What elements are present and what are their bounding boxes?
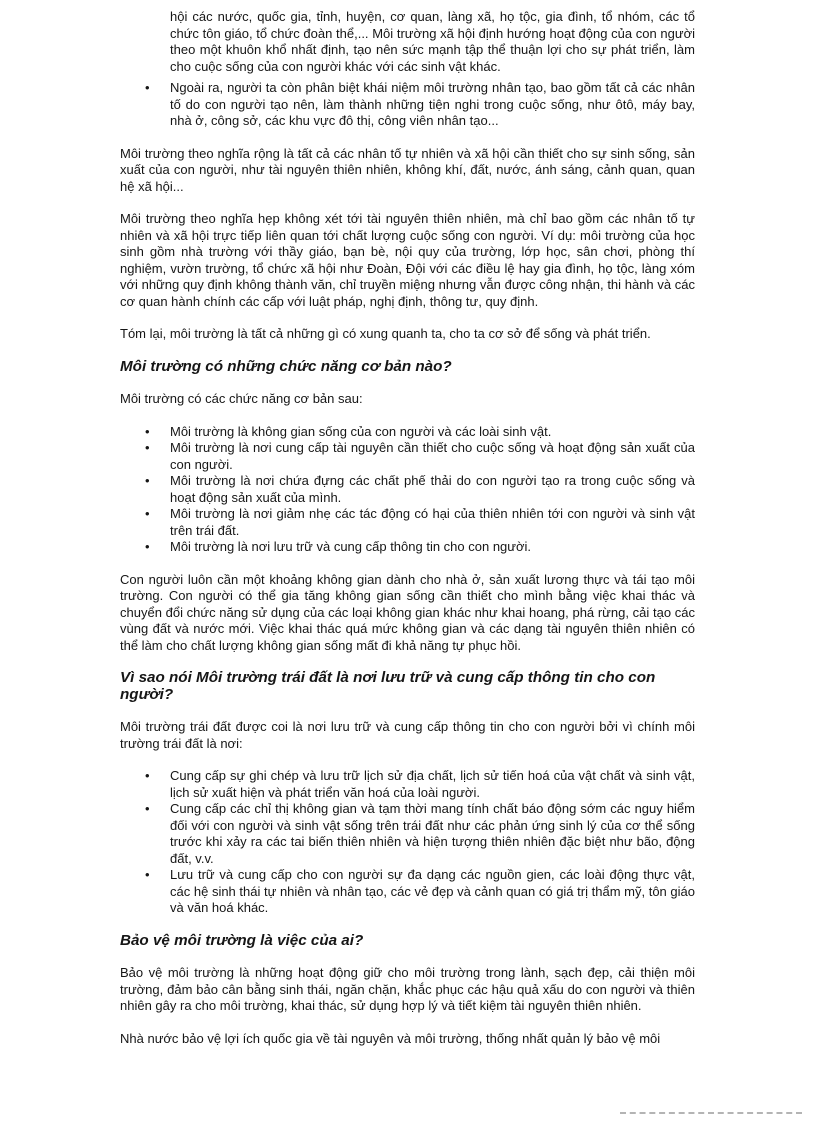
bullet-marker-icon: • — [145, 539, 150, 554]
list-item — [145, 539, 695, 556]
section-heading-functions: Môi trường có những chức năng cơ bản nào? — [120, 357, 452, 375]
bullet-marker-icon: • — [145, 768, 150, 783]
list-item — [145, 768, 695, 801]
list-item-text: Cung cấp sự ghi chép và lưu trữ lịch sử địa chất, lịch sử tiến hoá của vật chất và sinh vật, lịch sử xuất hiện và phát triển văn hoá của loài người. — [170, 768, 695, 800]
list-item — [145, 801, 695, 867]
list-item-text: Môi trường là nơi lưu trữ và cung cấp thông tin cho con người. — [170, 539, 532, 554]
bullet-marker-icon: • — [145, 801, 150, 816]
bullet-marker-icon: • — [145, 440, 150, 455]
bullet-marker-icon: • — [145, 506, 150, 521]
list-item-text: Môi trường là nơi cung cấp tài nguyên cần thiết cho cuộc sống và hoạt động sản xuất của con người. — [170, 440, 695, 472]
bullet-text: Ngoài ra, người ta còn phân biệt khái niệm môi trường nhân tạo, bao gồm tất cả các nhân tố do con người tạo nên, làm thành những tiện nghi trong cuộc sống, như ôtô, máy bay, nhà ở, công sở, các khu vực đô thị, công viên nhân tạo... — [170, 80, 695, 128]
bullet-marker-icon: • — [145, 867, 150, 882]
list-item — [145, 506, 695, 539]
section-heading-info-storage: Vì sao nói Môi trường trái đất là nơi lưu trữ và cung cấp thông tin cho con người? — [120, 669, 656, 703]
list-item-continuation: hội các nước, quốc gia, tỉnh, huyện, cơ quan, làng xã, họ tộc, gia đình, tổ nhóm, các tổ chức tôn giáo, tổ chức đoàn thể,... Môi trường xã hội định hướng hoạt động của con người theo một khuôn khổ nhất định, tạo nên sức mạnh tập thể thuận lợi cho sự phát triển, làm cho cuộc sống của con người khác với các sinh vật khác. — [170, 9, 695, 74]
functions-bullet-list — [120, 424, 695, 556]
footer-dashed-line — [620, 1112, 802, 1114]
paragraph-protection-definition: Bảo vệ môi trường là những hoạt động giữ cho môi trường trong lành, sạch đẹp, cải thiện môi trường, đảm bảo cân bằng sinh thái, ngăn chặn, khắc phục các hậu quả xấu do con người và thiên nhiên gây ra cho môi trường, khai thác, sử dụng hợp lý và tiết kiệm tài nguyên thiên nhiên. — [120, 965, 695, 1013]
list-item-text: Môi trường là nơi giảm nhẹ các tác động có hại của thiên nhiên tới con người và sinh vật trên trái đất. — [170, 506, 695, 538]
bullet-marker-icon: • — [145, 473, 150, 488]
paragraph-state-protection: Nhà nước bảo vệ lợi ích quốc gia về tài nguyên và môi trường, thống nhất quản lý bảo vệ môi — [120, 1030, 661, 1046]
list-item-text: Môi trường là nơi chứa đựng các chất phế thải do con người tạo ra trong cuộc sống và hoạt động sản xuất của mình. — [170, 473, 695, 505]
list-item — [145, 867, 695, 917]
paragraph-summary: Tóm lại, môi trường là tất cả những gì có xung quanh ta, cho ta cơ sở để sống và phát triển. — [120, 326, 651, 341]
bullet-marker-icon: • — [145, 423, 150, 439]
list-item — [145, 424, 695, 441]
bullet-item — [145, 80, 695, 130]
paragraph-earth-info-intro: Môi trường trái đất được coi là nơi lưu trữ và cung cấp thông tin cho con người bởi vì chính môi trường trái đất là nơi: — [120, 719, 695, 751]
paragraph-living-space: Con người luôn cần một khoảng không gian dành cho nhà ở, sản xuất lương thực và tái tạo môi trường. Con người có thể gia tăng không gian sống cần thiết cho mình bằng việc khai thác và chuyển đổi chức năng sử dụng của các loại không gian khác như khai hoang, phá rừng, cải tạo các vùng đất và nước mới. Việc khai thác quá mức không gian và các dạng tài nguyên thiên nhiên có thể làm cho chất lượng không gian sống mất đi khả năng tự phục hồi. — [120, 571, 695, 653]
paragraph-functions-intro: Môi trường có các chức năng cơ bản sau: — [120, 391, 363, 406]
bullet-marker-icon: • — [145, 80, 150, 95]
list-item — [145, 440, 695, 473]
paragraph-narrow-definition: Môi trường theo nghĩa hẹp không xét tới tài nguyên thiên nhiên, mà chỉ bao gồm các nhân tố tự nhiên và xã hội trực tiếp liên quan tới chất lượng cuộc sống con người. Ví dụ: môi trường của học sinh gồm nhà trường với thầy giáo, bạn bè, nội quy của trường, lớp học, sân chơi, phòng thí nghiệm, vườn trường, tổ chức xã hội như Đoàn, Đội với các điều lệ hay gia đình, họ tộc, làng xóm với những quy định không thành văn, chỉ truyền miệng nhưng vẫn được công nhận, thi hành và các cơ quan hành chính các cấp với luật pháp, nghị định, thông tư, quy định. — [120, 211, 695, 309]
list-item-text: Cung cấp các chỉ thị không gian và tạm thời mang tính chất báo động sớm các nguy hiểm đối với con người và sinh vật sống trên trái đất như các phản ứng sinh lý của cơ thể sống trước khi xảy ra các tai biến thiên nhiên và hiện tượng thiên nhiên đặc biệt như bão, động đất, v.v. — [170, 801, 695, 866]
list-item — [145, 473, 695, 506]
list-item-text: Lưu trữ và cung cấp cho con người sự đa dạng các nguồn gien, các loài động thực vật, các hệ sinh thái tự nhiên và nhân tạo, các vẻ đẹp và cảnh quan có giá trị thẩm mỹ, tôn giáo và văn hoá khác. — [170, 867, 695, 915]
list-item-text: Môi trường là không gian sống của con người và các loài sinh vật. — [170, 423, 552, 439]
info-bullet-list — [120, 768, 695, 917]
paragraph-broad-definition: Môi trường theo nghĩa rộng là tất cả các nhân tố tự nhiên và xã hội cần thiết cho sự sinh sống, sản xuất của con người, như tài nguyên thiên nhiên, không khí, đất, nước, ánh sáng, cảnh quan, quan hệ xã hội... — [120, 145, 695, 194]
section-heading-protection: Bảo vệ môi trường là việc của ai? — [120, 931, 364, 949]
